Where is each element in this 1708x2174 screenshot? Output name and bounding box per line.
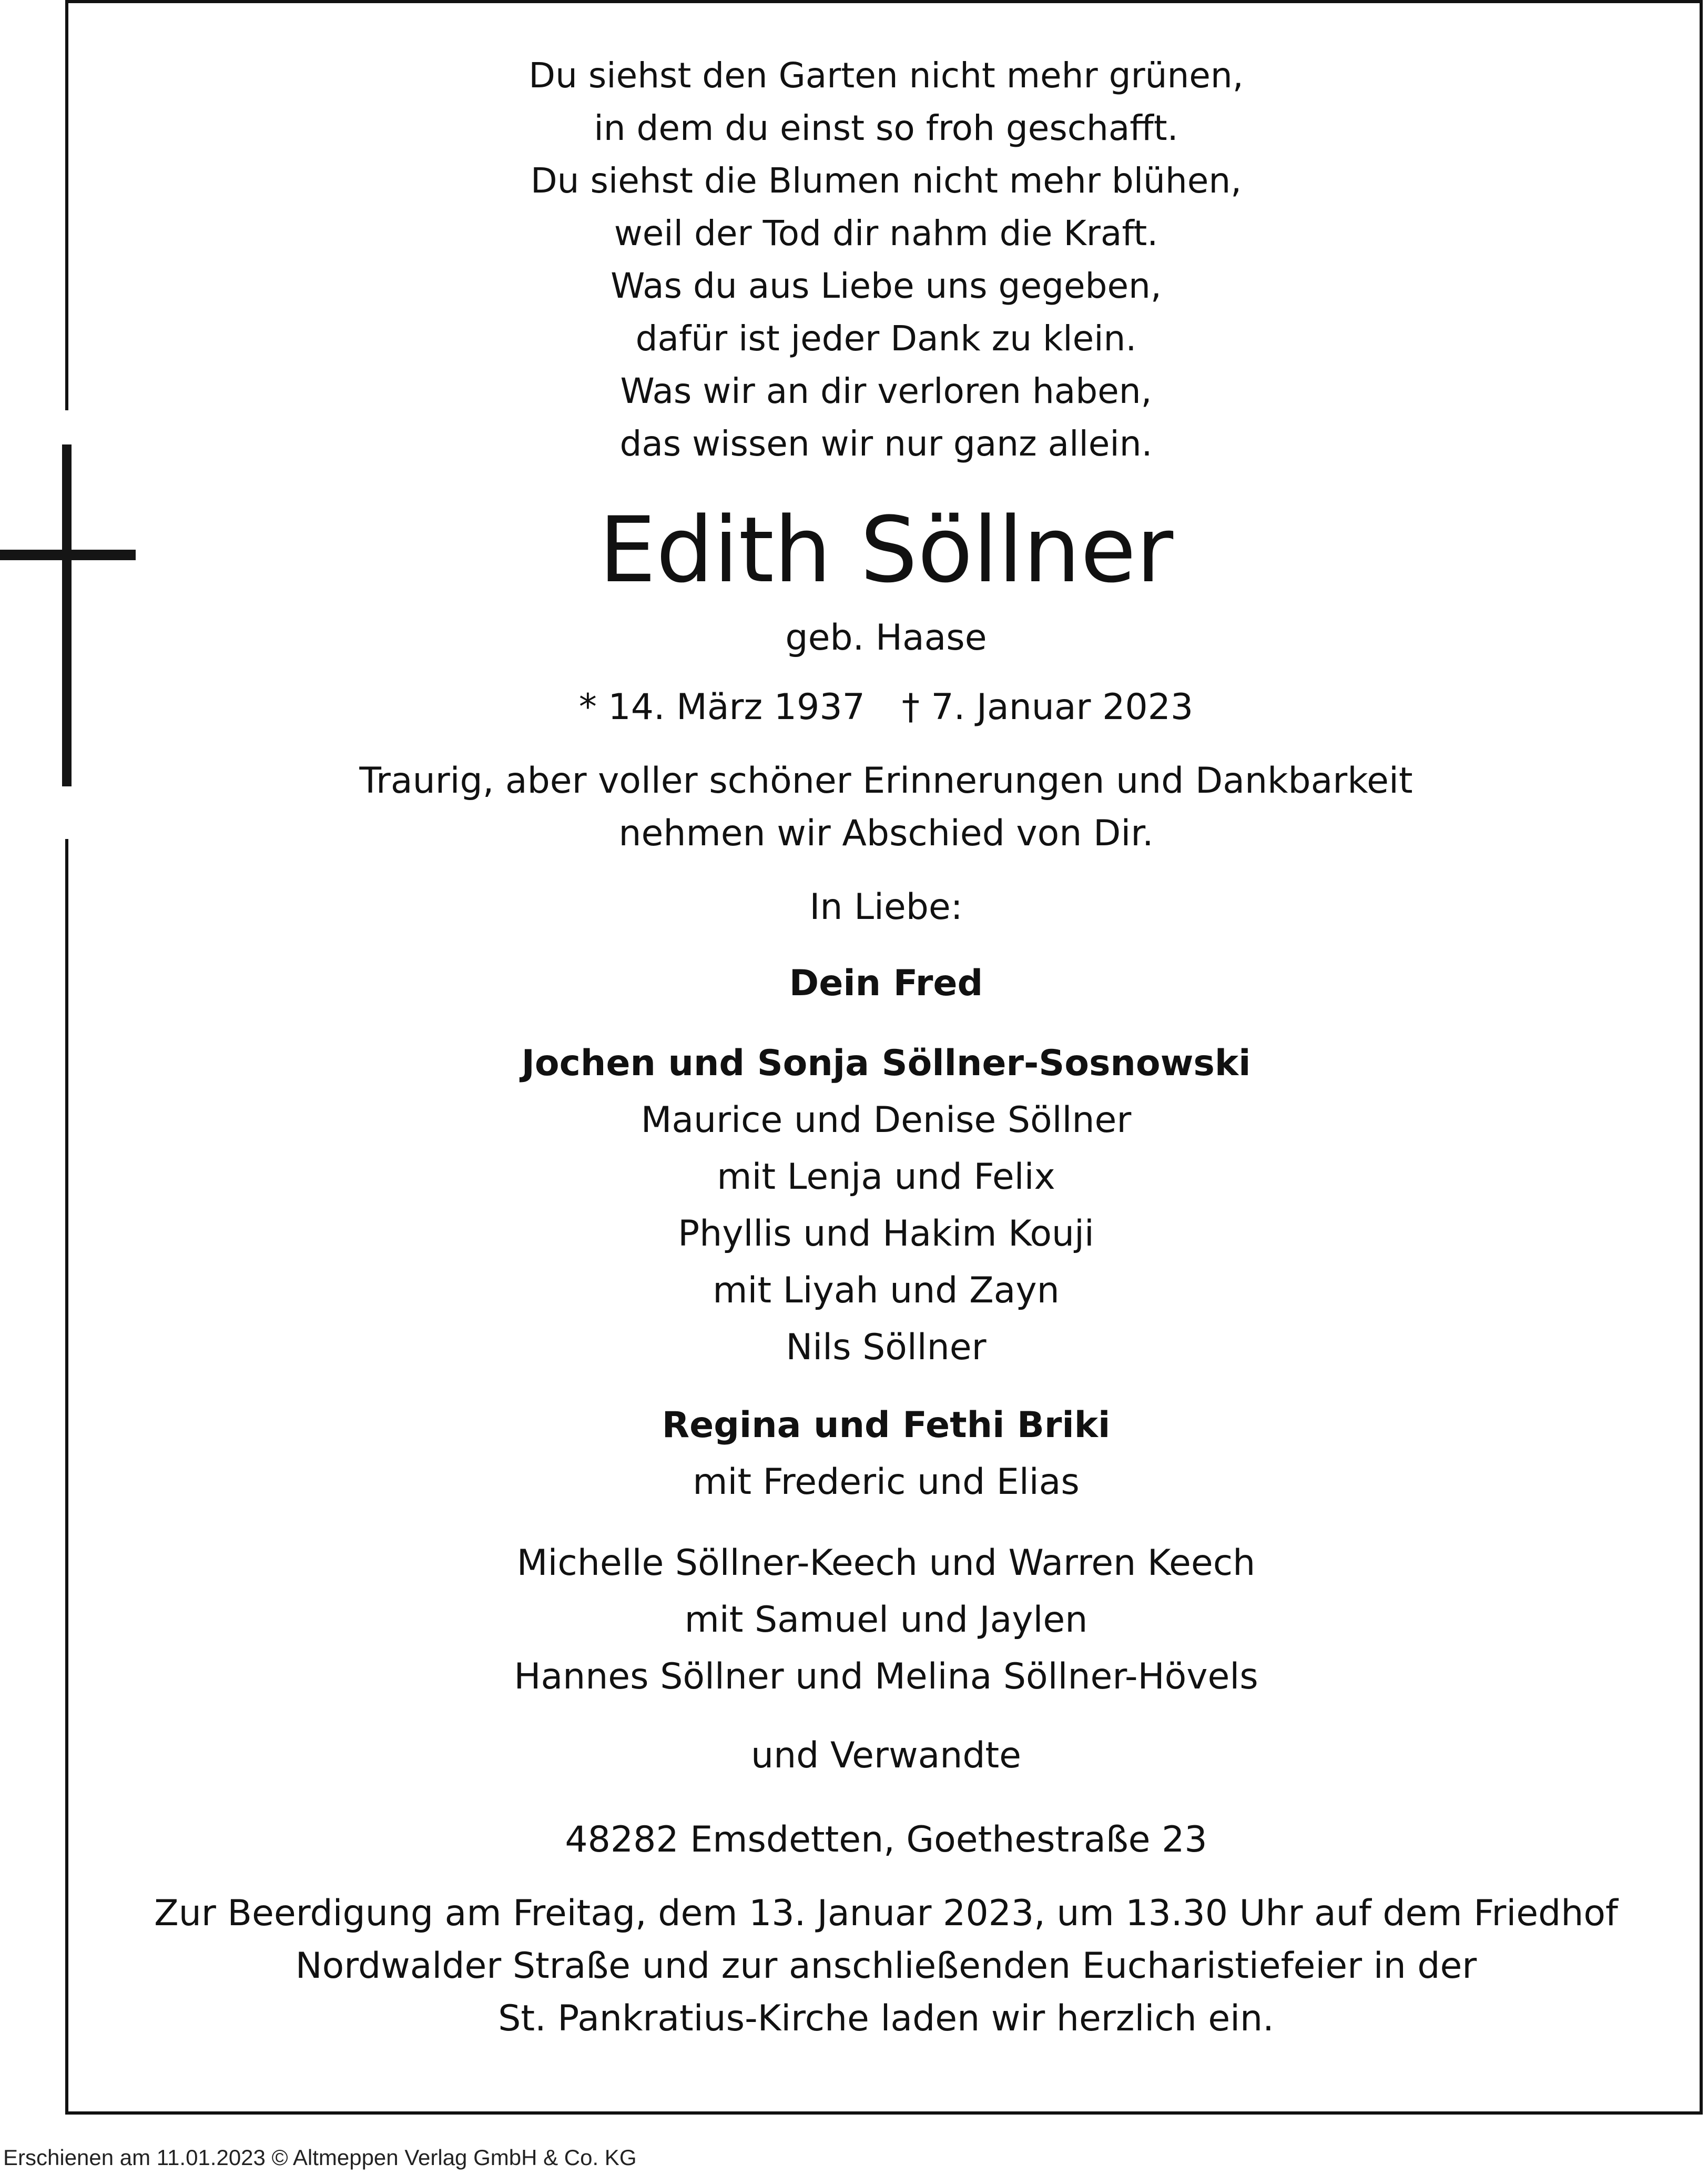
mourner-line: mit Samuel und Jaylen	[684, 1599, 1088, 1641]
funeral-line: Nordwalder Straße und zur anschließenden Eucharistiefeier in der	[295, 1945, 1477, 1987]
frame-bottom-border	[65, 2111, 1703, 2115]
mourner-line: mit Liyah und Zayn	[713, 1270, 1060, 1311]
mourner-line: mit Lenja und Felix	[717, 1156, 1055, 1198]
frame-right-border	[1700, 0, 1703, 2115]
life-dates	[95, 686, 1678, 728]
birth-date: * 14. März 1937	[578, 686, 865, 728]
frame-left-border-upper	[65, 0, 68, 410]
publication-footer: Erschienen am 11.01.2023 © Altmeppen Verlag GmbH & Co. KG	[3, 2145, 637, 2170]
deceased-name: Edith Söllner	[598, 497, 1174, 603]
mourner-line: mit Frederic und Elias	[693, 1461, 1080, 1503]
poem-line: weil der Tod dir nahm die Kraft.	[614, 213, 1158, 254]
address: 48282 Emsdetten, Goethestraße 23	[565, 1819, 1207, 1860]
mourner-line: Michelle Söllner-Keech und Warren Keech	[516, 1542, 1256, 1584]
mourner-line: Maurice und Denise Söllner	[640, 1099, 1132, 1141]
farewell-line: Traurig, aber voller schöner Erinnerungen und Dankbarkeit	[359, 760, 1413, 802]
mourner-family-head: Regina und Fethi Briki	[662, 1404, 1111, 1446]
death-date: † 7. Januar 2023	[901, 686, 1194, 728]
farewell-line: nehmen wir Abschied von Dir.	[618, 813, 1154, 854]
cross-vertical-bar	[62, 444, 72, 786]
funeral-line: Zur Beerdigung am Freitag, dem 13. Januar 2023, um 13.30 Uhr auf dem Friedhof	[154, 1893, 1618, 1934]
poem-line: Du siehst die Blumen nicht mehr blühen,	[530, 160, 1242, 201]
funeral-line: St. Pankratius-Kirche laden wir herzlich ein.	[498, 1998, 1274, 2039]
mourner-line: Hannes Söllner und Melina Söllner-Hövels	[514, 1656, 1258, 1697]
frame-left-border-lower	[65, 839, 68, 2115]
poem-line: das wissen wir nur ganz allein.	[619, 423, 1153, 464]
poem-line: Was wir an dir verloren haben,	[620, 371, 1152, 411]
mourner-relatives: und Verwandte	[750, 1735, 1022, 1776]
poem-line: dafür ist jeder Dank zu klein.	[635, 318, 1137, 359]
mourner-spouse: Dein Fred	[789, 963, 983, 1004]
in-love-label: In Liebe:	[809, 886, 963, 928]
poem-line: Was du aus Liebe uns gegeben,	[611, 266, 1162, 306]
maiden-name: geb. Haase	[785, 617, 987, 659]
mourner-family-head: Jochen und Sonja Söllner-Sosnowski	[521, 1043, 1251, 1084]
poem-line: Du siehst den Garten nicht mehr grünen,	[528, 55, 1244, 96]
mourner-line: Phyllis und Hakim Kouji	[678, 1213, 1094, 1255]
mourner-line: Nils Söllner	[786, 1327, 987, 1368]
frame-top-border	[65, 0, 1703, 3]
poem-line: in dem du einst so froh geschafft.	[594, 108, 1178, 148]
